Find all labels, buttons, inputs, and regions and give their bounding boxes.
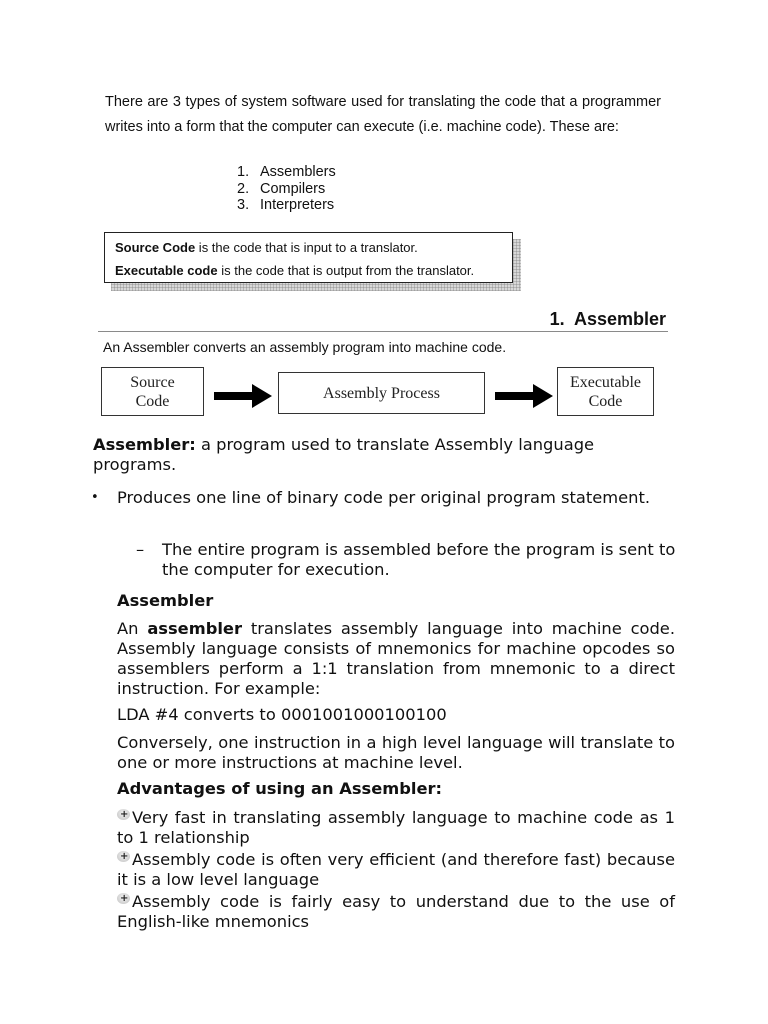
- assembler-paragraph: An assembler translates assembly language into machine code. Assembly language consists of mnemonics for machine opcodes so assemblers perform a 1:1 translation from mnemonic to a direct instruction. For example:: [117, 619, 676, 698]
- section-divider: [98, 331, 668, 332]
- intro-paragraph: [105, 90, 661, 140]
- bullet-item: • Produces one line of binary code per original program statement.: [91, 488, 651, 507]
- plus-circle-bullet-icon: [117, 893, 130, 904]
- advantage-item: +Very fast in translating assembly language to machine code as 1 to 1 relationship: [117, 808, 675, 848]
- notes-heading: Assembler: [117, 591, 214, 610]
- bullet-icon: •: [91, 490, 99, 505]
- dash-bullet-icon: –: [136, 540, 145, 559]
- list-item: 1. Assemblers: [237, 164, 336, 180]
- executable-code-box: Executable Code: [557, 367, 654, 416]
- list-item: 2. Compilers: [237, 180, 326, 197]
- source-code-definition: Source Code is the code that is input to a translator.: [115, 240, 418, 255]
- arrow-right-icon: [495, 384, 553, 408]
- advantage-item: +Assembly code is often very efficient (and therefore fast) because it is a low level language: [117, 850, 675, 890]
- example-line: LDA #4 converts to 0001001000100100: [117, 705, 447, 724]
- advantages-heading: Advantages of using an Assembler:: [117, 779, 443, 798]
- section-heading: 1. Assembler: [549, 309, 666, 329]
- plus-circle-bullet-icon: [117, 809, 130, 820]
- source-code-box: Source Code: [101, 367, 204, 416]
- section-description: An Assembler converts an assembly program into machine code.: [103, 339, 507, 355]
- executable-code-definition: Executable code is the code that is output from the translator.: [115, 263, 475, 278]
- definition-box: [104, 232, 513, 283]
- translator-types-list: [237, 164, 336, 214]
- conversely-paragraph: Conversely, one instruction in a high level language will translate to one or more instructions at machine level.: [117, 733, 675, 772]
- arrow-right-icon: [214, 384, 272, 408]
- plus-circle-bullet-icon: [117, 851, 130, 862]
- list-item: 3. Interpreters: [237, 197, 335, 213]
- advantage-item: +Assembly code is fairly easy to understand due to the use of English-like mnemonics: [117, 892, 675, 932]
- assembly-process-box: Assembly Process: [278, 372, 485, 414]
- assembler-definition: Assembler: a program used to translate Assembly language programs.: [93, 435, 595, 474]
- sub-bullet-item: – The entire program is assembled before the program is sent to the computer for execution.: [136, 540, 676, 579]
- intro-text: There are 3 types of system software used for translating the code that a programmer writes into a form that the computer can execute (i.e. machine code). These are:: [105, 94, 661, 135]
